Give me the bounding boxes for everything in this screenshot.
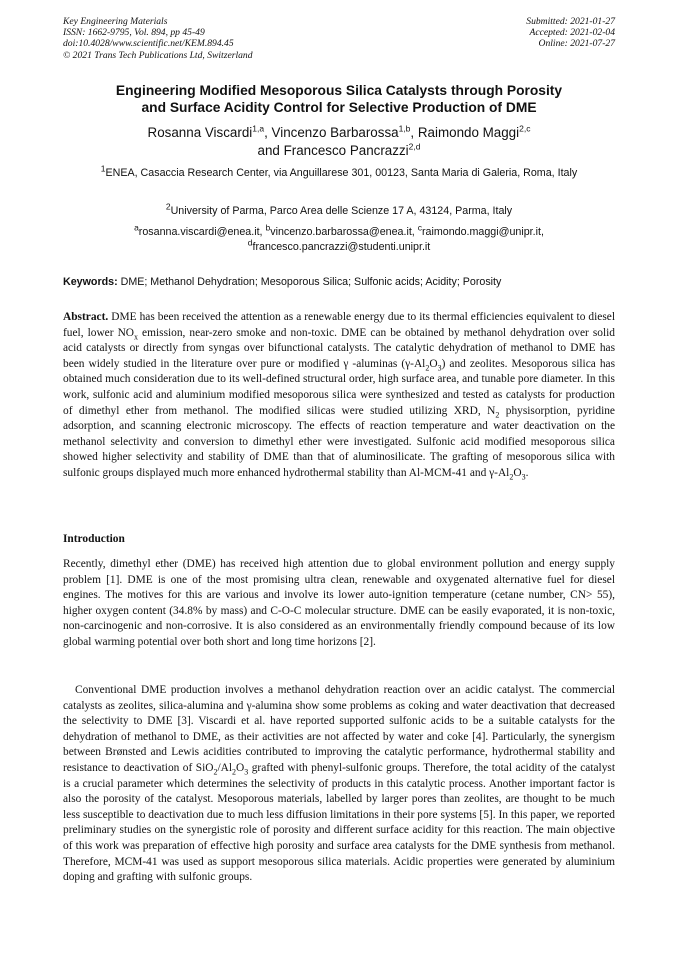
author-sup: 2,d — [408, 141, 421, 152]
author-sup: 1,b — [398, 123, 411, 134]
email-link[interactable]: rosanna.viscardi@enea.it, — [138, 226, 266, 238]
email-link[interactable]: vincenzo.barbarossa@enea.it, — [270, 226, 418, 238]
author-name: Raimondo Maggi — [417, 125, 520, 140]
abstract-text: O — [429, 357, 438, 370]
keywords-label: Keywords: — [63, 276, 118, 288]
keywords — [63, 275, 615, 289]
introduction-paragraph-1 — [63, 557, 615, 651]
authors-line-1: Rosanna Viscardi$^{1,a}$, Vincenzo Barbarossa$^{1,b}$, Raimondo Maggi$^{2,c}$ — [147, 123, 531, 140]
online-date: Online: 2021-07-27 — [538, 38, 615, 50]
email-sup: b — [265, 222, 271, 233]
emails-line-1 — [63, 222, 615, 240]
copyright: © 2021 Trans Tech Publications Ltd, Switzerland — [63, 49, 253, 61]
section-heading-introduction: Introduction — [63, 533, 125, 545]
paragraph-text: O — [236, 761, 245, 774]
affiliation-text: University of Parma, Parco Area delle Scienze 17 A, 43124, Parma, Italy — [170, 205, 513, 217]
paragraph-text: Recently, dimethyl ether (DME) has received high attention due to global environment pollution and energy supply problem [1]. DME is one of the most promising ultra clean, renewable and oxygenated alternative fuel for diesel engines. The motives for this are various and involve its lower auto-ignition temperature (cetane number, CN> 55), higher oxygen content (34.8% by mass) and C-O-C molecular structure. DME can be easily evaporated, it is non-toxic, non-carcinogenic and non-corrosive. It is also considered as an environmentally friendly compound because of its low global warming potential over both short and long time horizons [2]. — [63, 558, 615, 648]
emails-line-2 — [63, 236, 615, 255]
email-sup: a — [134, 222, 139, 233]
author-sup: 1,a — [252, 123, 265, 134]
subscript: 2 — [495, 409, 500, 419]
doi: doi:10.4028/www.scientific.net/KEM.894.45 — [63, 38, 234, 50]
author-sup: 2,c — [519, 123, 531, 134]
journal-info — [63, 16, 253, 61]
paragraph-text: Conventional DME production involves a methanol dehydration reaction over an acidic catalyst. The commercial catalysts as zeolites, silica-alumina and γ-alumina show some problems as coking and water deactivation that decreased the selectivity to DME [3]. Viscardi et al. have reported supported sulfonic acids to be a suitable catalysts for the dehydration of methanol to DME, as their activities are not affected by water and coke [4]. Particularly, the synergism between Brønsted and Lewis acidities contributed to improving the catalytic performance, hydrothermal stability and resistance to deactivation of SiO — [63, 684, 615, 774]
author-emails — [63, 222, 615, 254]
email-sup: c — [417, 222, 422, 233]
journal-name: Key Engineering Materials — [63, 16, 168, 27]
email-link[interactable]: raimondo.maggi@unipr.it, — [421, 226, 544, 238]
abstract-text: DME has been received the attention as a renewable energy due to its thermal efficiencies equivalent to diesel fuel, lower NO — [63, 311, 615, 339]
subscript: 2 — [213, 767, 218, 777]
abstract-label: Abstract. — [63, 311, 109, 323]
subscript: 3 — [521, 472, 526, 482]
authors-line-2 — [63, 142, 615, 160]
abstract — [63, 310, 615, 482]
subscript: x — [134, 331, 139, 341]
issn: ISSN: 1662-9795, Vol. 894, pp 45-49 — [63, 27, 205, 39]
paragraph-text — [63, 683, 615, 886]
subscript: 3 — [437, 363, 442, 373]
introduction-paragraph-2 — [63, 683, 615, 886]
abstract-text: . — [525, 466, 529, 479]
paragraph-text: /Al — [217, 761, 233, 774]
affiliation-sup: 2 — [165, 201, 171, 212]
affiliation-1 — [63, 163, 615, 181]
author-name: and Francesco Pancrazzi — [257, 143, 409, 158]
subscript: 2 — [232, 767, 237, 777]
affiliation-2 — [63, 201, 615, 219]
email-sup: d — [247, 236, 253, 247]
accepted-date: Accepted: 2021-02-04 — [529, 27, 615, 39]
paper-title — [63, 82, 615, 116]
abstract-text: O — [513, 466, 522, 479]
affiliation-text: ENEA, Casaccia Research Center, via Anguillarese 301, 00123, Santa Maria di Galeria, Roma, Italy — [105, 167, 578, 179]
submitted-date: Submitted: 2021-01-27 — [526, 16, 615, 27]
author-list — [63, 124, 615, 160]
author-name: Vincenzo Barbarossa — [271, 125, 399, 140]
abstract-text: physisorption, pyridine adsorption, and scanning electronic microscopy. The effects of reaction temperature and water deactivation on the methanol selectivity and conversion to dimethyl ether were investigated. Sulfonic acid modified mesoporous silica showed higher selectivity and stability of DME than that of aluminosilicate. The grafting of mesoporous silica with sulfonic groups displayed much more enhanced hydrothermal stability than Al-MCM-41 and γ-Al — [63, 404, 615, 479]
title-line-1: Engineering Modified Mesoporous Silica Catalysts through Porosity — [115, 83, 563, 98]
abstract-text: ) and zeolites. Mesoporous silica has obtained much consideration due to its well-defined structural order, high surface area, and tunable pore diameter. In this work, sulfonic acid and aluminium modified mesoporous silica were synthesized and tested as catalysts for production of dimethyl ether from methanol. The modified silicas were studied utilizing XRD, N — [63, 357, 616, 417]
affiliation-sup: 1 — [100, 163, 106, 174]
subscript: 2 — [425, 363, 430, 373]
subscript: 3 — [244, 767, 249, 777]
author-name: Rosanna Viscardi — [147, 125, 253, 140]
keywords-text: DME; Methanol Dehydration; Mesoporous Silica; Sulfonic acids; Acidity; Porosity — [117, 276, 502, 288]
publication-dates — [526, 16, 615, 50]
abstract-paragraph — [63, 310, 615, 482]
subscript: 2 — [509, 472, 514, 482]
title-line-2: and Surface Acidity Control for Selective Production of DME — [141, 100, 537, 115]
email-link[interactable]: francesco.pancrazzi@studenti.unipr.it — [252, 240, 431, 253]
paragraph-text: grafted with phenyl-sulfonic groups. Therefore, the total acidity of the catalyst is a crucial parameter which determines the selectivity of products in this catalytic process. Another important factor is also the porosity of the catalyst. Mesoporous materials, labelled by larger pores than zeolites, are thought to be much less susceptible to deactivation due to much less diffusion limitations in their pore systems [5]. In this paper, we reported preliminary studies on the synergistic role of porosity and different surface acidity for this reaction. The main objective of this work was preparation of effective high porosity and surface area catalysts for the DME synthesis from methanol. Therefore, MCM-41 was used as support mesoporous silica materials. Acidic properties were generated by aluminium doping and grafting with sulfonic groups. — [63, 761, 615, 884]
abstract-text: emission, near-zero smoke and non-toxic. DME can be obtained by methanol dehydration over solid acid catalysts or directly from syngas over bifunctional catalysts. The catalytic dehydration of methanol to DME has been widely studied in the literature over pure or modified γ -aluminas (γ-Al — [63, 326, 615, 370]
